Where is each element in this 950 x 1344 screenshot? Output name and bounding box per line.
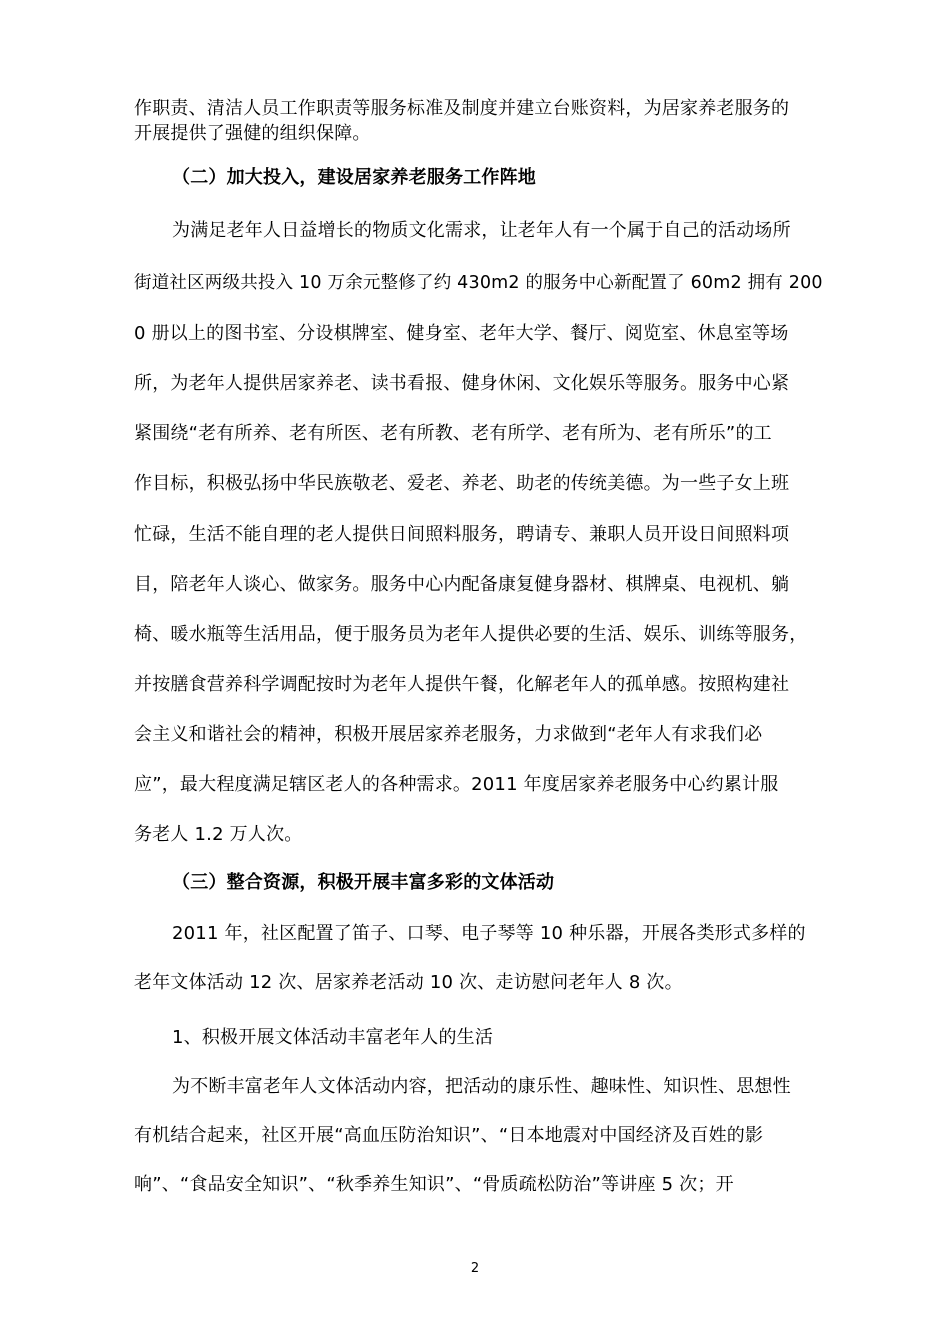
text-line: 有机结合起来，社区开展“高血压防治知识”、“日本地震对中国经济及百姓的影 (134, 1125, 764, 1146)
text-line: 响”、“食品安全知识”、“秋季养生知识”、“骨质疏松防治”等讲座 5 次；开 (134, 1174, 734, 1195)
text-line: 所，为老年人提供居家养老、读书看报、健身休闲、文化娱乐等服务。服务中心紧 (134, 373, 790, 394)
text-line: 老年文体活动 12 次、居家养老活动 10 次、走访慰问老年人 8 次。 (134, 972, 683, 993)
text-line: 2011 年，社区配置了笛子、口琴、电子琴等 10 种乐器，开展各类形式多样的 (172, 923, 806, 944)
text-line: 0 册以上的图书室、分设棋牌室、健身室、老年大学、餐厅、阅览室、休息室等场 (134, 323, 789, 344)
text-line: 务老人 1.2 万人次。 (134, 824, 303, 845)
text-line: 应”，最大程度满足辖区老人的各种需求。2011 年度居家养老服务中心约累计服 (134, 774, 779, 795)
text-line: 椅、暖水瓶等生活用品，便于服务员为老年人提供必要的生活、娱乐、训练等服务， (134, 624, 808, 645)
text-line: 为满足老年人日益增长的物质文化需求，让老年人有一个属于自己的活动场所 (172, 220, 791, 241)
text-line: 1、积极开展文体活动丰富老年人的生活 (172, 1027, 494, 1048)
text-line: 目，陪老年人谈心、做家务。服务中心内配备康复健身器材、棋牌桌、电视机、躺 (134, 574, 790, 595)
text-line: 会主义和谐社会的精神，积极开展居家养老服务，力求做到“老年人有求我们必 (134, 724, 763, 745)
page-number: 2 (470, 1261, 480, 1276)
text-line: 作职责、清洁人员工作职责等服务标准及制度并建立台账资料，为居家养老服务的 (134, 98, 790, 119)
section-heading: （三）整合资源，积极开展丰富多彩的文体活动 (172, 872, 555, 893)
section-heading: （二）加大投入，建设居家养老服务工作阵地 (172, 167, 536, 188)
text-line: 开展提供了强健的组织保障。 (134, 123, 371, 144)
text-line: 紧围绕“老有所养、老有所医、老有所教、老有所学、老有所为、老有所乐”的工 (134, 423, 772, 444)
text-line: 作目标，积极弘扬中华民族敬老、爱老、养老、助老的传统美德。为一些子女上班 (134, 473, 790, 494)
text-line: 街道社区两级共投入 10 万余元整修了约 430m2 的服务中心新配置了 60m2 拥有 200 (134, 273, 823, 293)
text-line: 并按膳食营养科学调配按时为老年人提供午餐，化解老年人的孤单感。按照构建社 (134, 674, 790, 695)
text-line: 忙碌，生活不能自理的老人提供日间照料服务，聘请专、兼职人员开设日间照料项 (134, 524, 790, 545)
text-line: 为不断丰富老年人文体活动内容，把活动的康乐性、趣味性、知识性、思想性 (172, 1076, 791, 1097)
